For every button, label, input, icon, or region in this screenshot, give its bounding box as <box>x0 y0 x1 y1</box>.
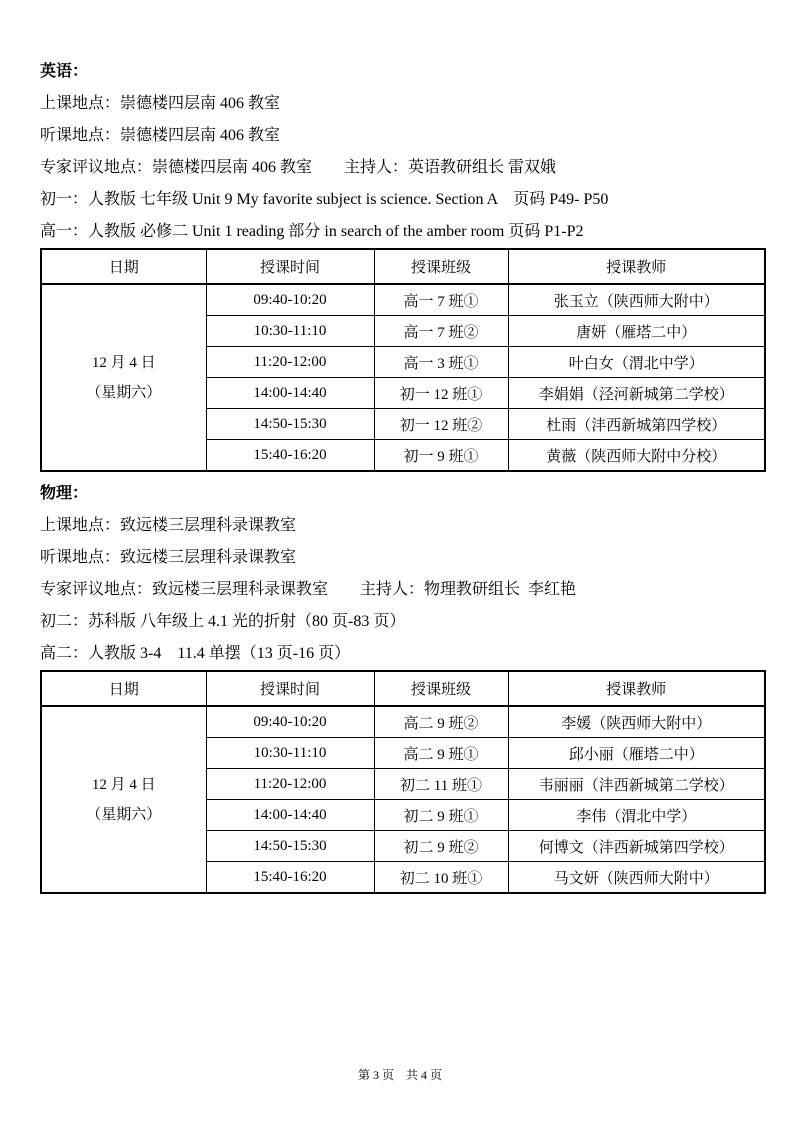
english-schedule-table <box>40 248 766 472</box>
teacher-cell: 黄薇（陕西师大附中分校） <box>508 440 765 472</box>
table-header-row <box>41 671 765 706</box>
time-cell: 09:40-10:20 <box>206 706 374 738</box>
header-time: 授课时间 <box>206 671 374 706</box>
date-cell <box>41 706 206 893</box>
english-expert-review-line: 专家评议地点：崇德楼四层南 406 教室 主持人：英语教研组长 雷双娥 <box>40 159 557 176</box>
teacher-cell: 韦丽丽（沣西新城第二学校） <box>508 769 765 800</box>
section-physics <box>40 478 762 894</box>
teacher-cell: 李伟（渭北中学） <box>508 800 765 831</box>
physics-class-location-line: 上课地点：致远楼三层理科录课教室 <box>40 517 297 534</box>
time-cell: 14:00-14:40 <box>206 378 374 409</box>
weekday-text: （星期六） <box>86 384 162 401</box>
teacher-cell: 张玉立（陕西师大附中） <box>508 284 765 316</box>
teacher-cell: 叶白女（渭北中学） <box>508 347 765 378</box>
time-cell: 14:50-15:30 <box>206 831 374 862</box>
class-cell: 高一 7 班② <box>374 316 508 347</box>
page-footer: 第 3 页 共 4 页 <box>357 1068 442 1082</box>
english-class-location-line: 上课地点：崇德楼四层南 406 教室 <box>40 95 281 112</box>
class-cell: 初一 12 班① <box>374 378 508 409</box>
time-cell: 15:40-16:20 <box>206 862 374 894</box>
section-english <box>40 56 762 472</box>
english-junior1-lesson-line: 初一：人教版 七年级 Unit 9 My favorite subject is science. Section A 页码 P49- P50 <box>40 191 609 208</box>
teacher-cell: 杜雨（沣西新城第四学校） <box>508 409 765 440</box>
time-cell: 10:30-11:10 <box>206 316 374 347</box>
table-row <box>41 706 765 738</box>
teacher-cell: 唐妍（雁塔二中） <box>508 316 765 347</box>
weekday-text: （星期六） <box>86 806 162 823</box>
table-row <box>41 284 765 316</box>
class-cell: 初一 9 班① <box>374 440 508 472</box>
physics-listen-location-line: 听课地点：致远楼三层理科录课教室 <box>40 549 297 566</box>
date-text: 12 月 4 日 <box>91 776 156 793</box>
class-cell: 初二 9 班① <box>374 800 508 831</box>
class-cell: 初二 11 班① <box>374 769 508 800</box>
header-class: 授课班级 <box>374 249 508 284</box>
teacher-cell: 邱小丽（雁塔二中） <box>508 738 765 769</box>
header-date: 日期 <box>41 249 206 284</box>
english-info-block <box>40 88 762 248</box>
class-cell: 初二 9 班② <box>374 831 508 862</box>
class-cell: 高一 7 班① <box>374 284 508 316</box>
teacher-cell: 李媛（陕西师大附中） <box>508 706 765 738</box>
class-cell: 初一 12 班② <box>374 409 508 440</box>
class-cell: 初二 10 班① <box>374 862 508 894</box>
time-cell: 10:30-11:10 <box>206 738 374 769</box>
physics-senior2-lesson-line: 高二：人教版 3-4 11.4 单摆（13 页-16 页） <box>40 645 351 662</box>
class-cell: 高二 9 班② <box>374 706 508 738</box>
physics-expert-review-line: 专家评议地点：致远楼三层理科录课教室 主持人：物理教研组长 李红艳 <box>40 581 577 598</box>
teacher-cell: 马文妍（陕西师大附中） <box>508 862 765 894</box>
class-cell: 高二 9 班① <box>374 738 508 769</box>
physics-schedule-table <box>40 670 766 894</box>
time-cell: 14:00-14:40 <box>206 800 374 831</box>
teacher-cell: 李娟娟（泾河新城第二学校） <box>508 378 765 409</box>
time-cell: 15:40-16:20 <box>206 440 374 472</box>
time-cell: 14:50-15:30 <box>206 409 374 440</box>
header-teacher: 授课教师 <box>508 671 765 706</box>
date-text: 12 月 4 日 <box>91 354 156 371</box>
teacher-cell: 何博文（沣西新城第四学校） <box>508 831 765 862</box>
time-cell: 11:20-12:00 <box>206 769 374 800</box>
section-title-english: 英语： <box>40 63 89 80</box>
english-senior1-lesson-line: 高一：人教版 必修二 Unit 1 reading 部分 in search of the amber room 页码 P1-P2 <box>40 223 584 240</box>
english-listen-location-line: 听课地点：崇德楼四层南 406 教室 <box>40 127 281 144</box>
header-date: 日期 <box>41 671 206 706</box>
time-cell: 11:20-12:00 <box>206 347 374 378</box>
header-teacher: 授课教师 <box>508 249 765 284</box>
header-class: 授课班级 <box>374 671 508 706</box>
header-time: 授课时间 <box>206 249 374 284</box>
table-header-row <box>41 249 765 284</box>
time-cell: 09:40-10:20 <box>206 284 374 316</box>
class-cell: 高一 3 班① <box>374 347 508 378</box>
date-cell <box>41 284 206 471</box>
physics-info-block <box>40 510 762 670</box>
physics-junior2-lesson-line: 初二：苏科版 八年级上 4.1 光的折射（80 页-83 页） <box>40 613 406 630</box>
section-title-physics: 物理： <box>40 485 89 502</box>
